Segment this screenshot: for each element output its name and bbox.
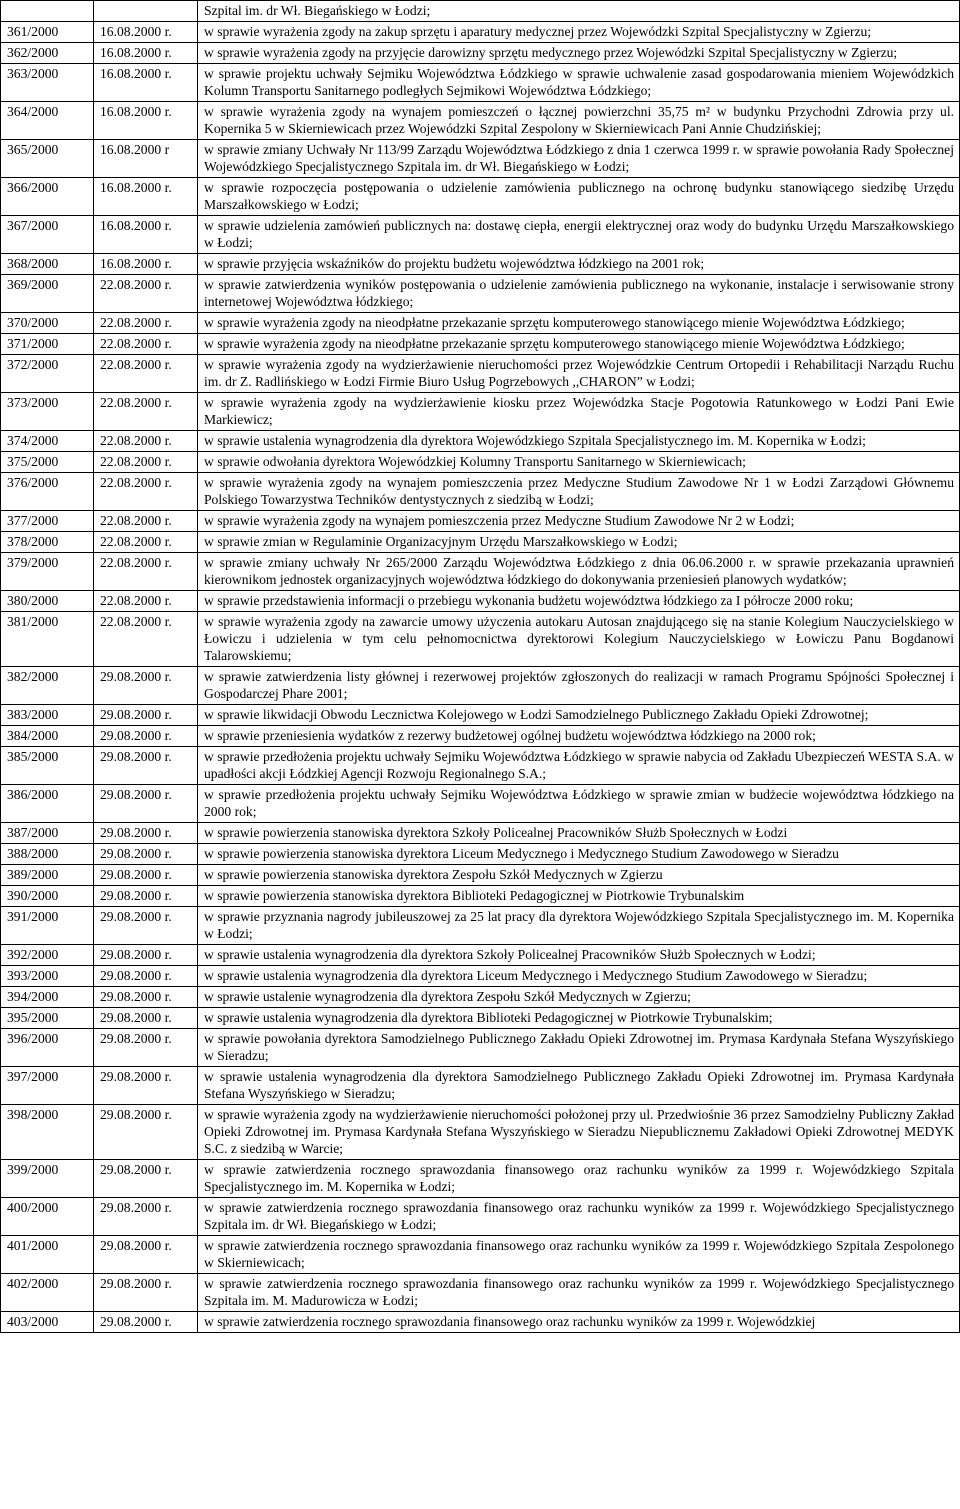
resolution-date: 16.08.2000 r.	[94, 43, 198, 64]
resolution-date: 22.08.2000 r.	[94, 452, 198, 473]
resolution-number: 391/2000	[1, 907, 94, 945]
resolution-date: 29.08.2000 r.	[94, 1105, 198, 1160]
resolution-date: 29.08.2000 r.	[94, 1008, 198, 1029]
resolution-date: 29.08.2000 r.	[94, 1029, 198, 1067]
table-row	[1, 612, 960, 667]
table-row	[1, 823, 960, 844]
resolution-number: 368/2000	[1, 254, 94, 275]
resolution-date: 16.08.2000 r.	[94, 254, 198, 275]
resolution-date: 16.08.2000 r	[94, 140, 198, 178]
resolution-subject: w sprawie wyrażenia zgody na wydzierżawienie nieruchomości położonej przy ul. Przedwiośnie 36 przez Samodzielny Publiczny Zakład Opieki Zdrowotnej im. Prymasa Kardynała Stefana Wyszyńskiego w Sieradzu Niepublicznemu Zakładowi Opieki Zdrowotnej MEDYK S.C. z siedzibą w Warcie;	[198, 1105, 960, 1160]
resolution-date: 29.08.2000 r.	[94, 823, 198, 844]
resolution-number: 392/2000	[1, 945, 94, 966]
resolution-subject: w sprawie wyrażenia zgody na nieodpłatne przekazanie sprzętu komputerowego stanowiącego mienie Województwa Łódzkiego;	[198, 334, 960, 355]
table-row	[1, 1160, 960, 1198]
resolution-subject: w sprawie zmiany uchwały Nr 265/2000 Zarządu Województwa Łódzkiego z dnia 06.06.2000 r. w sprawie przekazania uprawnień kierownikom jednostek organizacyjnych województwa łódzkiego do dokonywania przeniesień planowych wydatków;	[198, 553, 960, 591]
resolution-number: 388/2000	[1, 844, 94, 865]
table-row	[1, 844, 960, 865]
resolution-number: 380/2000	[1, 591, 94, 612]
resolution-number: 382/2000	[1, 667, 94, 705]
resolution-number: 362/2000	[1, 43, 94, 64]
table-row	[1, 64, 960, 102]
resolution-subject: w sprawie przedłożenia projektu uchwały Sejmiku Województwa Łódzkiego w sprawie nabycia od Zakładu Ubezpieczeń WESTA S.A. w upadłości akcji Łódzkiej Agencji Rozwoju Regionalnego S.A.;	[198, 747, 960, 785]
resolution-subject: w sprawie powierzenia stanowiska dyrektora Zespołu Szkół Medycznych w Zgierzu	[198, 865, 960, 886]
table-row	[1, 865, 960, 886]
table-row	[1, 532, 960, 553]
resolution-subject: w sprawie wyrażenia zgody na wynajem pomieszczeń o łącznej powierzchni 35,75 m² w budynku Przychodni Zdrowia przy ul. Kopernika 5 w Skierniewicach przez Wojewódzki Szpital Zespolony w Skierniewicach Pani Annie Chudzińskiej;	[198, 102, 960, 140]
table-row	[1, 747, 960, 785]
resolution-number: 363/2000	[1, 64, 94, 102]
table-row	[1, 591, 960, 612]
resolution-subject: w sprawie przedstawienia informacji o przebiegu wykonania budżetu województwa łódzkiego za I półrocze 2000 roku;	[198, 591, 960, 612]
resolution-date: 29.08.2000 r.	[94, 945, 198, 966]
resolution-subject: w sprawie wyrażenia zgody na zakup sprzętu i aparatury medycznej przez Wojewódzki Szpital Specjalistyczny w Zgierzu;	[198, 22, 960, 43]
table-row	[1, 22, 960, 43]
resolution-date: 29.08.2000 r.	[94, 1067, 198, 1105]
table-row	[1, 667, 960, 705]
resolution-date: 22.08.2000 r.	[94, 313, 198, 334]
resolution-number: 393/2000	[1, 966, 94, 987]
resolution-subject: w sprawie zatwierdzenia rocznego sprawozdania finansowego oraz rachunku wyników za 1999 r. Wojewódzkiego Szpitala Zespolonego w Skierniewicach;	[198, 1236, 960, 1274]
table-row	[1, 216, 960, 254]
resolution-date: 29.08.2000 r.	[94, 966, 198, 987]
resolution-subject: w sprawie przyjęcia wskaźników do projektu budżetu województwa łódzkiego na 2001 rok;	[198, 254, 960, 275]
resolution-date	[94, 1, 198, 22]
resolution-number: 369/2000	[1, 275, 94, 313]
resolution-date: 29.08.2000 r.	[94, 987, 198, 1008]
resolution-number: 383/2000	[1, 705, 94, 726]
resolution-subject: w sprawie zatwierdzenia rocznego sprawozdania finansowego oraz rachunku wyników za 1999 r. Wojewódzkiego Specjalistycznego Szpitala im. dr Wł. Biegańskiego w Łodzi;	[198, 1198, 960, 1236]
table-row	[1, 1008, 960, 1029]
resolutions-table-body	[1, 1, 960, 1333]
resolution-number: 397/2000	[1, 1067, 94, 1105]
resolution-subject: w sprawie zatwierdzenia listy głównej i rezerwowej projektów zgłoszonych do realizacji w ramach Programu Spójności Społecznej i Gospodarczej Phare 2001;	[198, 667, 960, 705]
resolution-date: 22.08.2000 r.	[94, 275, 198, 313]
table-row	[1, 1274, 960, 1312]
resolution-date: 29.08.2000 r.	[94, 705, 198, 726]
resolution-subject: w sprawie zmian w Regulaminie Organizacyjnym Urzędu Marszałkowskiego w Łodzi;	[198, 532, 960, 553]
resolution-number: 367/2000	[1, 216, 94, 254]
resolution-subject: w sprawie ustalenia wynagrodzenia dla dyrektora Wojewódzkiego Szpitala Specjalistycznego im. M. Kopernika w Łodzi;	[198, 431, 960, 452]
resolution-date: 22.08.2000 r.	[94, 355, 198, 393]
resolution-number: 387/2000	[1, 823, 94, 844]
resolution-date: 29.08.2000 r.	[94, 865, 198, 886]
resolution-date: 16.08.2000 r.	[94, 64, 198, 102]
resolution-date: 29.08.2000 r.	[94, 785, 198, 823]
table-row	[1, 726, 960, 747]
table-row	[1, 1312, 960, 1333]
table-row	[1, 1029, 960, 1067]
table-row	[1, 393, 960, 431]
table-row	[1, 553, 960, 591]
resolution-date: 16.08.2000 r.	[94, 102, 198, 140]
table-row	[1, 102, 960, 140]
table-row	[1, 140, 960, 178]
resolution-subject: w sprawie udzielenia zamówień publicznych na: dostawę ciepła, energii elektrycznej oraz wody do budynku Urzędu Marszałkowskiego w Łodzi;	[198, 216, 960, 254]
table-row	[1, 1198, 960, 1236]
resolution-date: 22.08.2000 r.	[94, 612, 198, 667]
table-row	[1, 473, 960, 511]
resolution-date: 29.08.2000 r.	[94, 747, 198, 785]
resolution-date: 29.08.2000 r.	[94, 844, 198, 865]
resolution-number: 400/2000	[1, 1198, 94, 1236]
resolution-subject: w sprawie ustalenia wynagrodzenia dla dyrektora Samodzielnego Publicznego Zakładu Opieki Zdrowotnej im. Prymasa Kardynała Stefana Wyszyńskiego w Sieradzu;	[198, 1067, 960, 1105]
table-row	[1, 178, 960, 216]
resolution-subject: w sprawie powierzenia stanowiska dyrektora Biblioteki Pedagogicznej w Piotrkowie Trybunalskim	[198, 886, 960, 907]
resolution-date: 16.08.2000 r.	[94, 178, 198, 216]
resolution-number: 370/2000	[1, 313, 94, 334]
table-row	[1, 43, 960, 64]
resolution-subject: w sprawie wyrażenia zgody na wydzierżawienie nieruchomości przez Wojewódzkie Centrum Ortopedii i Rehabilitacji Narządu Ruchu im. dr Z. Radlińskiego w Łodzi Firmie Biuro Usług Pogrzebowych ,,CHARON” w Łodzi;	[198, 355, 960, 393]
resolution-number: 373/2000	[1, 393, 94, 431]
resolution-subject: w sprawie projektu uchwały Sejmiku Województwa Łódzkiego w sprawie uchwalenie zasad gospodarowania mieniem Wojewódzkich Kolumn Transportu Sanitarnego podległych Sejmikowi Województwa Łódzkiego;	[198, 64, 960, 102]
table-row	[1, 313, 960, 334]
resolution-subject: w sprawie wyrażenia zgody na wynajem pomieszczenia przez Medyczne Studium Zawodowe Nr 1 w Łodzi Zarządowi Głównemu Polskiego Towarzystwa Techników dentystycznych z siedzibą w Łodzi;	[198, 473, 960, 511]
resolution-date: 29.08.2000 r.	[94, 907, 198, 945]
resolution-number: 401/2000	[1, 1236, 94, 1274]
table-row	[1, 705, 960, 726]
table-row	[1, 907, 960, 945]
resolution-number: 399/2000	[1, 1160, 94, 1198]
resolution-number: 375/2000	[1, 452, 94, 473]
resolution-number: 361/2000	[1, 22, 94, 43]
resolution-date: 22.08.2000 r.	[94, 334, 198, 355]
resolution-subject: w sprawie wyrażenia zgody na nieodpłatne przekazanie sprzętu komputerowego stanowiącego mienie Województwa Łódzkiego;	[198, 313, 960, 334]
table-row	[1, 334, 960, 355]
table-row	[1, 1, 960, 22]
resolution-number: 386/2000	[1, 785, 94, 823]
resolution-subject: w sprawie zatwierdzenia rocznego sprawozdania finansowego oraz rachunku wyników za 1999 r. Wojewódzkiego Szpitala Specjalistycznego im. M. Kopernika w Łodzi;	[198, 1160, 960, 1198]
resolution-number	[1, 1, 94, 22]
resolution-subject: w sprawie wyrażenia zgody na wydzierżawienie kiosku przez Wojewódzka Stacje Pogotowia Ratunkowego w Łodzi Pani Ewie Markiewicz;	[198, 393, 960, 431]
resolution-number: 394/2000	[1, 987, 94, 1008]
resolution-date: 22.08.2000 r.	[94, 591, 198, 612]
resolution-number: 385/2000	[1, 747, 94, 785]
resolution-number: 403/2000	[1, 1312, 94, 1333]
resolution-number: 395/2000	[1, 1008, 94, 1029]
resolution-date: 29.08.2000 r.	[94, 886, 198, 907]
resolution-date: 29.08.2000 r.	[94, 1236, 198, 1274]
table-row	[1, 254, 960, 275]
table-row	[1, 275, 960, 313]
resolution-subject: w sprawie ustalenia wynagrodzenia dla dyrektora Liceum Medycznego i Medycznego Studium Zawodowego w Sieradzu;	[198, 966, 960, 987]
resolution-number: 389/2000	[1, 865, 94, 886]
resolution-number: 376/2000	[1, 473, 94, 511]
resolution-subject: w sprawie zatwierdzenia rocznego sprawozdania finansowego oraz rachunku wyników za 1999 r. Wojewódzkiej	[198, 1312, 960, 1333]
resolution-subject: w sprawie zatwierdzenia wyników postępowania o udzielenie zamówienia publicznego na wykonanie, instalacje i serwisowanie strony internetowej Województwa łódzkiego;	[198, 275, 960, 313]
resolution-subject: w sprawie przedłożenia projektu uchwały Sejmiku Województwa Łódzkiego w sprawie zmian w budżecie województwa łódzkiego na 2000 rok;	[198, 785, 960, 823]
resolution-number: 365/2000	[1, 140, 94, 178]
table-row	[1, 355, 960, 393]
resolution-subject: Szpital im. dr Wł. Biegańskiego w Łodzi;	[198, 1, 960, 22]
resolution-date: 22.08.2000 r.	[94, 473, 198, 511]
resolution-date: 29.08.2000 r.	[94, 667, 198, 705]
resolution-subject: w sprawie powierzenia stanowiska dyrektora Szkoły Policealnej Pracowników Służb Społecznych w Łodzi	[198, 823, 960, 844]
resolution-number: 381/2000	[1, 612, 94, 667]
resolution-subject: w sprawie zmiany Uchwały Nr 113/99 Zarządu Województwa Łódzkiego z dnia 1 czerwca 1999 r. w sprawie powołania Rady Społecznej Wojewódzkiego Specjalistycznego Szpitala im. dr Wł. Biegańskiego w Łodzi;	[198, 140, 960, 178]
resolution-subject: w sprawie likwidacji Obwodu Lecznictwa Kolejowego w Łodzi Samodzielnego Publicznego Zakładu Opieki Zdrowotnej;	[198, 705, 960, 726]
resolution-number: 384/2000	[1, 726, 94, 747]
resolution-subject: w sprawie wyrażenia zgody na zawarcie umowy użyczenia autokaru Autosan znajdującego się na stanie Kolegium Nauczycielskiego w Łowiczu i udzielenia w tym celu pełnomocnictwa dyrektorowi Kolegium Nauczycielskiego w Łowiczu Panu Bogdanowi Talarowskiemu;	[198, 612, 960, 667]
resolution-number: 374/2000	[1, 431, 94, 452]
resolution-date: 29.08.2000 r.	[94, 1160, 198, 1198]
table-row	[1, 511, 960, 532]
resolution-date: 29.08.2000 r.	[94, 1198, 198, 1236]
resolution-date: 29.08.2000 r.	[94, 1312, 198, 1333]
table-row	[1, 452, 960, 473]
resolution-number: 378/2000	[1, 532, 94, 553]
table-row	[1, 966, 960, 987]
table-row	[1, 987, 960, 1008]
resolution-subject: w sprawie odwołania dyrektora Wojewódzkiej Kolumny Transportu Sanitarnego w Skierniewicach;	[198, 452, 960, 473]
resolution-subject: w sprawie ustalenie wynagrodzenia dla dyrektora Zespołu Szkół Medycznych w Zgierzu;	[198, 987, 960, 1008]
resolution-subject: w sprawie zatwierdzenia rocznego sprawozdania finansowego oraz rachunku wyników za 1999 r. Wojewódzkiego Specjalistycznego Szpitala im. M. Madurowicza w Łodzi;	[198, 1274, 960, 1312]
resolution-date: 29.08.2000 r.	[94, 1274, 198, 1312]
resolution-date: 22.08.2000 r.	[94, 393, 198, 431]
resolution-subject: w sprawie powierzenia stanowiska dyrektora Liceum Medycznego i Medycznego Studium Zawodowego w Sieradzu	[198, 844, 960, 865]
resolution-subject: w sprawie przyznania nagrody jubileuszowej za 25 lat pracy dla dyrektora Wojewódzkiego Szpitala Specjalistycznego im. M. Kopernika w Łodzi;	[198, 907, 960, 945]
table-row	[1, 785, 960, 823]
resolution-number: 398/2000	[1, 1105, 94, 1160]
resolution-subject: w sprawie powołania dyrektora Samodzielnego Publicznego Zakładu Opieki Zdrowotnej im. Prymasa Kardynała Stefana Wyszyńskiego w Sieradzu;	[198, 1029, 960, 1067]
resolution-subject: w sprawie wyrażenia zgody na wynajem pomieszczenia przez Medyczne Studium Zawodowe Nr 2 w Łodzi;	[198, 511, 960, 532]
resolution-subject: w sprawie przeniesienia wydatków z rezerwy budżetowej ogólnej budżetu województwa łódzkiego na 2000 rok;	[198, 726, 960, 747]
resolution-date: 22.08.2000 r.	[94, 553, 198, 591]
table-row	[1, 886, 960, 907]
resolution-number: 366/2000	[1, 178, 94, 216]
resolution-number: 364/2000	[1, 102, 94, 140]
resolution-number: 390/2000	[1, 886, 94, 907]
table-row	[1, 1236, 960, 1274]
table-row	[1, 1067, 960, 1105]
resolution-number: 402/2000	[1, 1274, 94, 1312]
table-row	[1, 431, 960, 452]
resolution-date: 29.08.2000 r.	[94, 726, 198, 747]
resolution-number: 396/2000	[1, 1029, 94, 1067]
resolution-subject: w sprawie ustalenia wynagrodzenia dla dyrektora Biblioteki Pedagogicznej w Piotrkowie Trybunalskim;	[198, 1008, 960, 1029]
resolution-date: 22.08.2000 r.	[94, 532, 198, 553]
resolution-date: 16.08.2000 r.	[94, 216, 198, 254]
resolution-subject: w sprawie ustalenia wynagrodzenia dla dyrektora Szkoły Policealnej Pracowników Służb Społecznych w Łodzi;	[198, 945, 960, 966]
resolution-date: 16.08.2000 r.	[94, 22, 198, 43]
resolution-subject: w sprawie rozpoczęcia postępowania o udzielenie zamówienia publicznego na ochronę budynku stanowiącego siedzibę Urzędu Marszałkowskiego w Łodzi;	[198, 178, 960, 216]
table-row	[1, 1105, 960, 1160]
table-row	[1, 945, 960, 966]
resolution-number: 379/2000	[1, 553, 94, 591]
resolution-date: 22.08.2000 r.	[94, 431, 198, 452]
resolution-subject: w sprawie wyrażenia zgody na przyjęcie darowizny sprzętu medycznego przez Wojewódzki Szpital Specjalistyczny w Zgierzu;	[198, 43, 960, 64]
resolution-number: 371/2000	[1, 334, 94, 355]
resolution-date: 22.08.2000 r.	[94, 511, 198, 532]
resolution-number: 377/2000	[1, 511, 94, 532]
resolution-number: 372/2000	[1, 355, 94, 393]
